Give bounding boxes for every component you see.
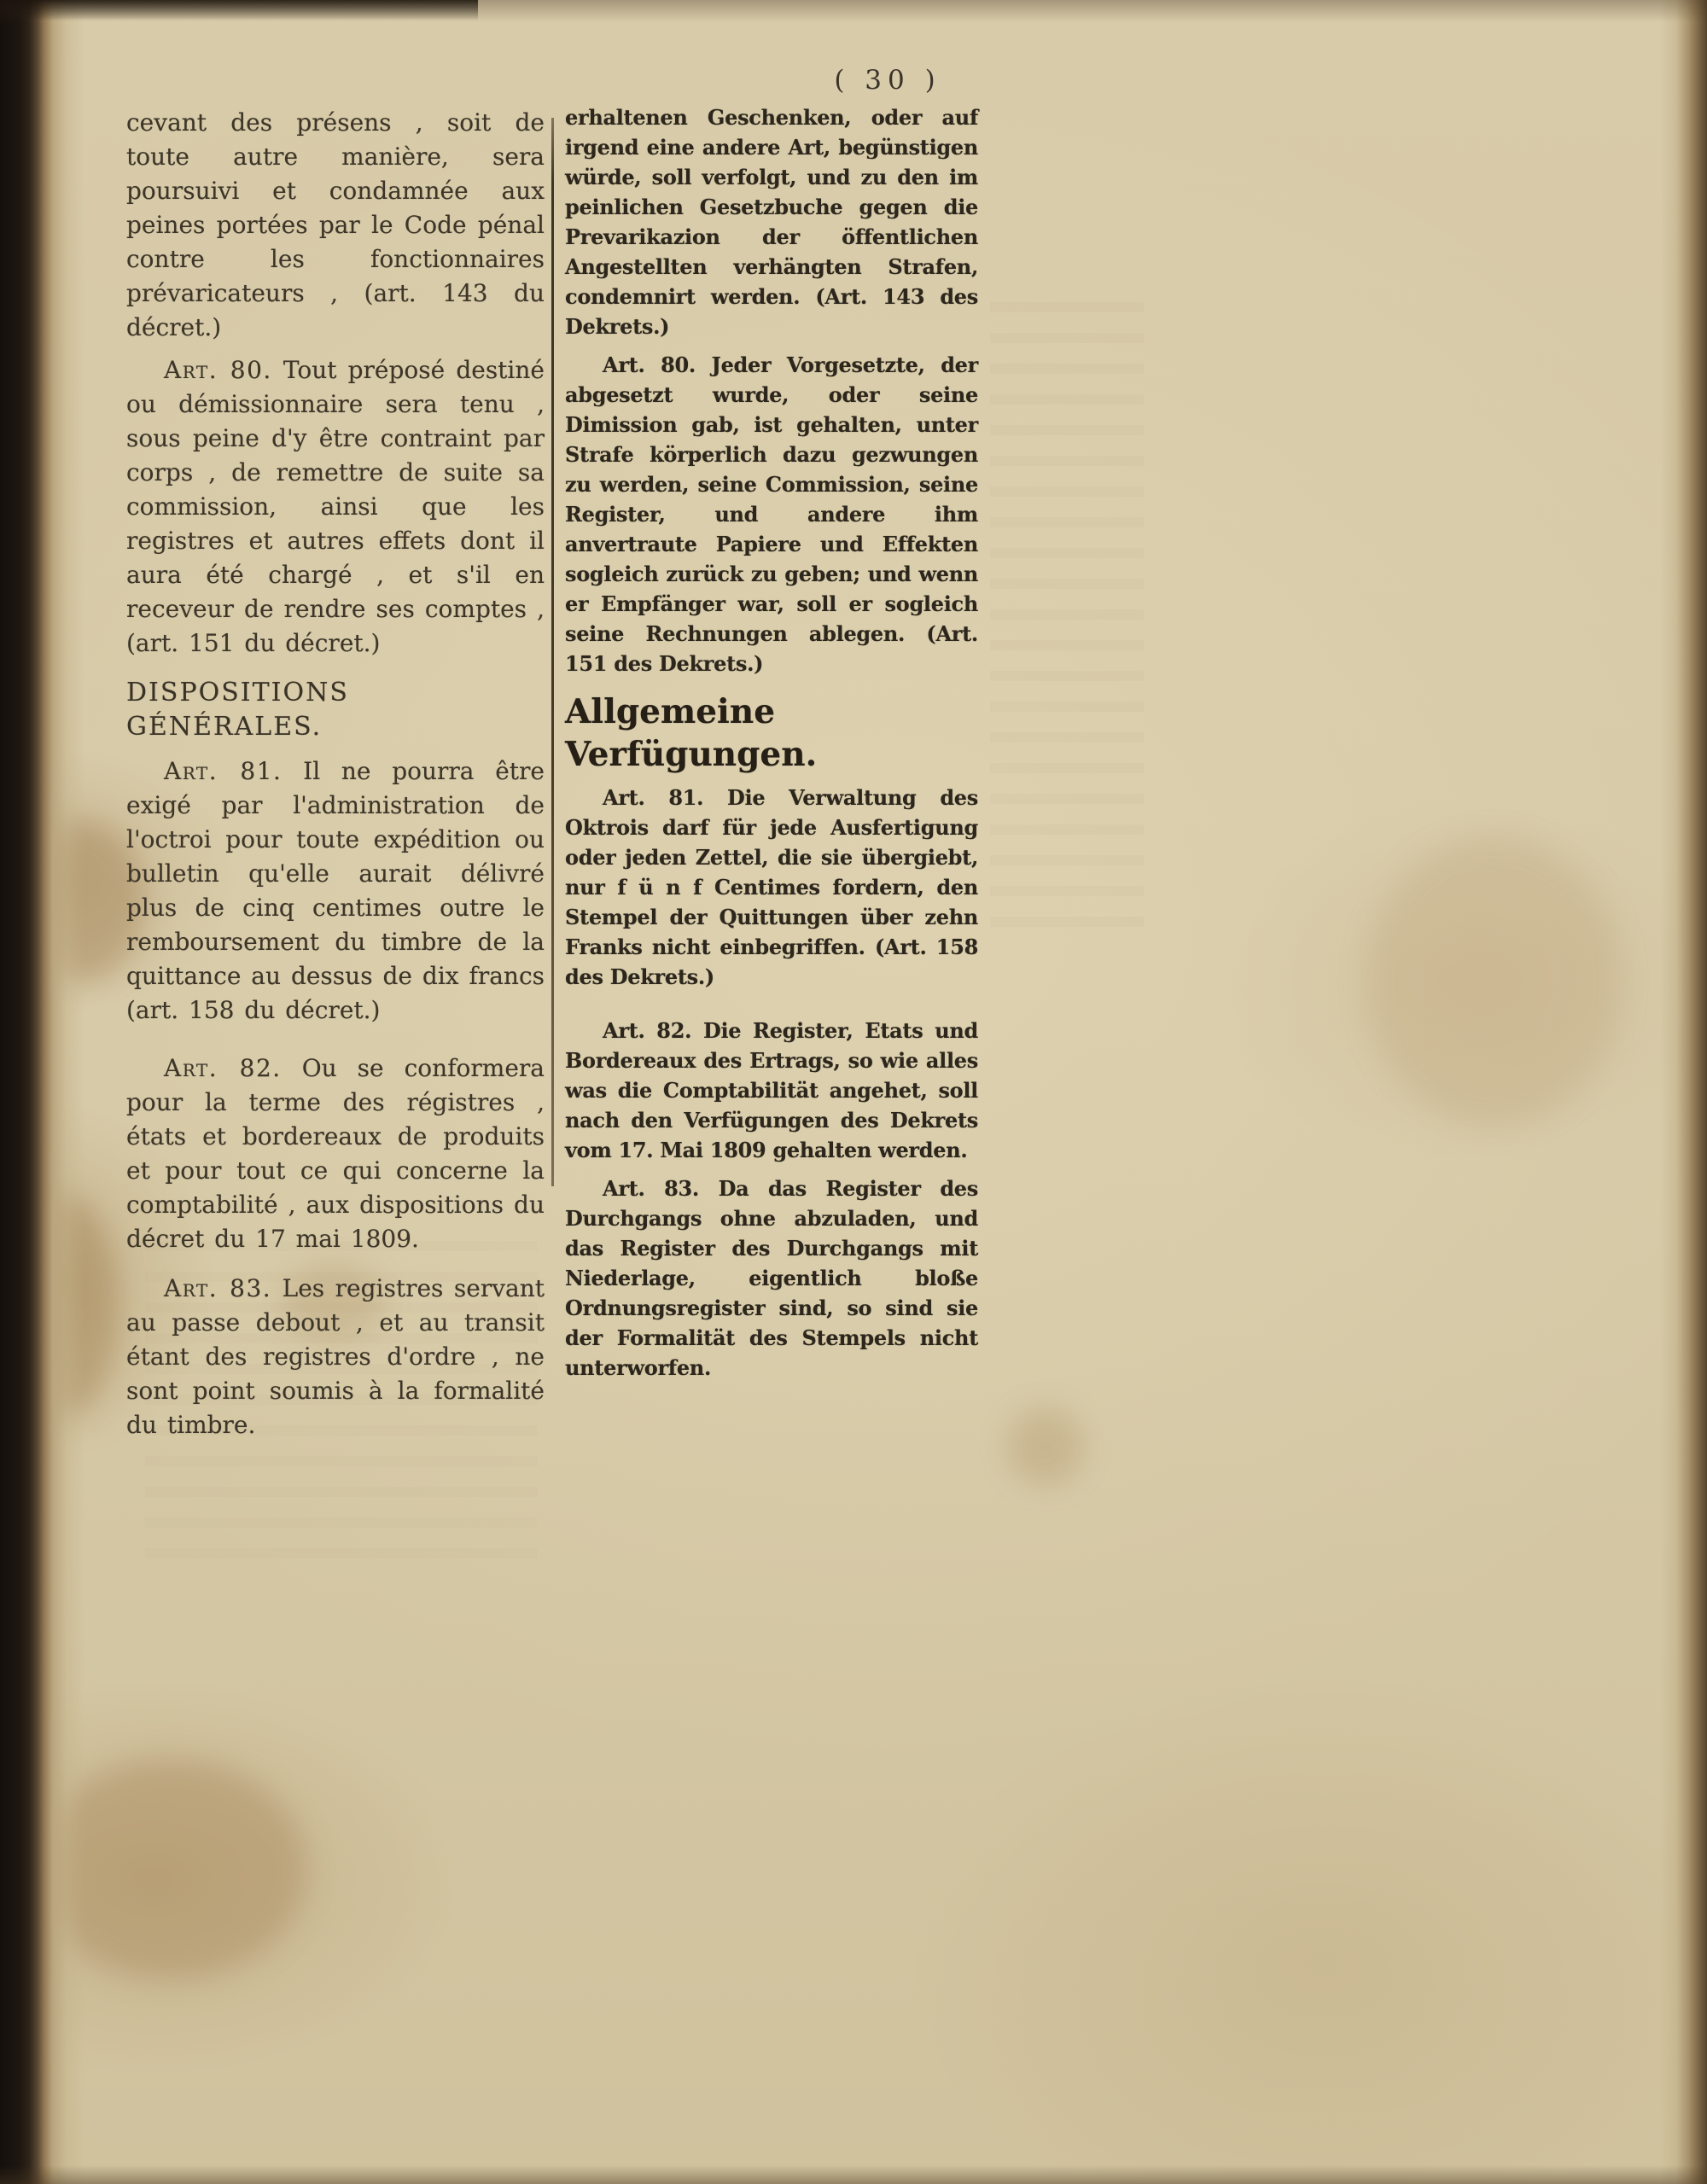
paragraph-text: Da das Register des Durchgangs ohne abzuladen, und das Register des Durchgangs mit Niederlage, eigentlich bloße Ordnungsregister sind, so sind sie der Formalität des Stempels nicht unterworfen. [565, 1176, 978, 1380]
article-label: Art. 82. [603, 1018, 692, 1043]
paragraph-art-82 [565, 1016, 978, 1165]
paper-stain [1007, 1408, 1084, 1485]
paragraph-text: Die Verwaltung des Oktrois darf für jede Ausfertigung oder jeden Zettel, die sie übergiebt, nur f ü n f Centimes fordern, den Stempel der Quittungen über zehn Franks nicht einbegriffen. (Art. 158 des Dekrets.) [565, 785, 978, 989]
left-column-french [126, 106, 545, 1442]
article-label: Art. 83. [603, 1176, 699, 1201]
article-label: Art. 83. [164, 1274, 272, 1302]
paragraph-art-80 [126, 353, 545, 661]
article-label: Art. 80. [164, 356, 272, 384]
column-divider-rule [551, 118, 554, 1186]
article-label: Art. 82. [164, 1054, 282, 1082]
article-label: Art. 81. [603, 785, 704, 810]
ink-showthrough [990, 282, 1144, 930]
paragraph-art-82 [126, 1051, 545, 1256]
book-gutter-edge [0, 0, 85, 2184]
paragraph-text: erhaltenen Geschenken, oder auf irgend eine andere Art, begünstigen würde, soll verfolgt, und zu den im peinlichen Gesetzbuche gegen die Prevarikazion der öffentlichen Angestellten verhängten Strafen, condemnirt werden. (Art. 143 des Dekrets.) [565, 105, 978, 339]
right-column-german [565, 102, 978, 1383]
paragraph-continuation [565, 102, 978, 341]
paragraph-art-81 [565, 783, 978, 992]
paragraph-text: Ou se conformera pour la terme des régistres , états et bordereaux de produits et pour tout ce qui concerne la comptabilité , aux dispositions du décret du 17 mai 1809. [126, 1054, 545, 1253]
paragraph-text: Les registres servant au passe debout , et au transit étant des registres d'ordre , ne sont point soumis à la formalité du timbre. [126, 1274, 545, 1439]
paragraph-text: Il ne pourra être exigé par l'administration de l'octroi pour toute expédition ou bulletin qu'elle aurait délivré plus de cinq centimes outre le remboursement du timbre de la quittance au dessus de dix francs (art. 158 du décret.) [126, 757, 545, 1024]
paper-stain [1366, 836, 1622, 1127]
paragraph-art-80 [565, 350, 978, 678]
page-right-edge [1660, 0, 1707, 2184]
paragraph-text: cevant des présens , soit de toute autre manière, sera poursuivi et condamnée aux peines portées par le Code pénal contre les fonctionnaires prévaricateurs , (art. 143 du décret.) [126, 108, 545, 341]
section-heading: DISPOSITIONS GÉNÉRALES. [126, 678, 349, 742]
paragraph-text: Die Register, Etats und Bordereaux des Ertrags, so wie alles was die Comptabilität angehet, soll nach den Verfügungen des Dekrets vom 17. Mai 1809 gehalten werden. [565, 1018, 978, 1162]
article-label: Art. 80. [603, 352, 696, 377]
paragraph-text: Jeder Vorgesetzte, der abgesetzt wurde, oder seine Dimission gab, ist gehalten, unter Strafe körperlich dazu gezwungen zu werden, seine Commission, seine Register, und andere ihm anvertraute Papiere und Effekten sogleich zurück zu geben; und wenn er Empfänger war, soll er sogleich seine Rechnungen ablegen. (Art. 151 des Dekrets.) [565, 352, 978, 676]
section-heading: Allgemeine Verfügungen. [565, 692, 818, 774]
paragraph-art-83 [126, 1272, 545, 1442]
page-bottom-edge [0, 2165, 1707, 2184]
paragraph-art-83 [565, 1174, 978, 1383]
page-top-edge-shadow [0, 0, 478, 20]
article-label: Art. 81. [164, 757, 283, 785]
page-number: ( 30 ) [834, 65, 941, 96]
paragraph-text: Tout préposé destiné ou démissionnaire sera tenu , sous peine d'y être contraint par corps , de remettre de suite sa commission, ainsi que les registres et autres effets dont il aura été chargé , et s'il en receveur de rendre ses comptes , (art. 151 du décret.) [126, 356, 545, 657]
paragraph-continuation [126, 106, 545, 345]
paragraph-art-81 [126, 754, 545, 1028]
